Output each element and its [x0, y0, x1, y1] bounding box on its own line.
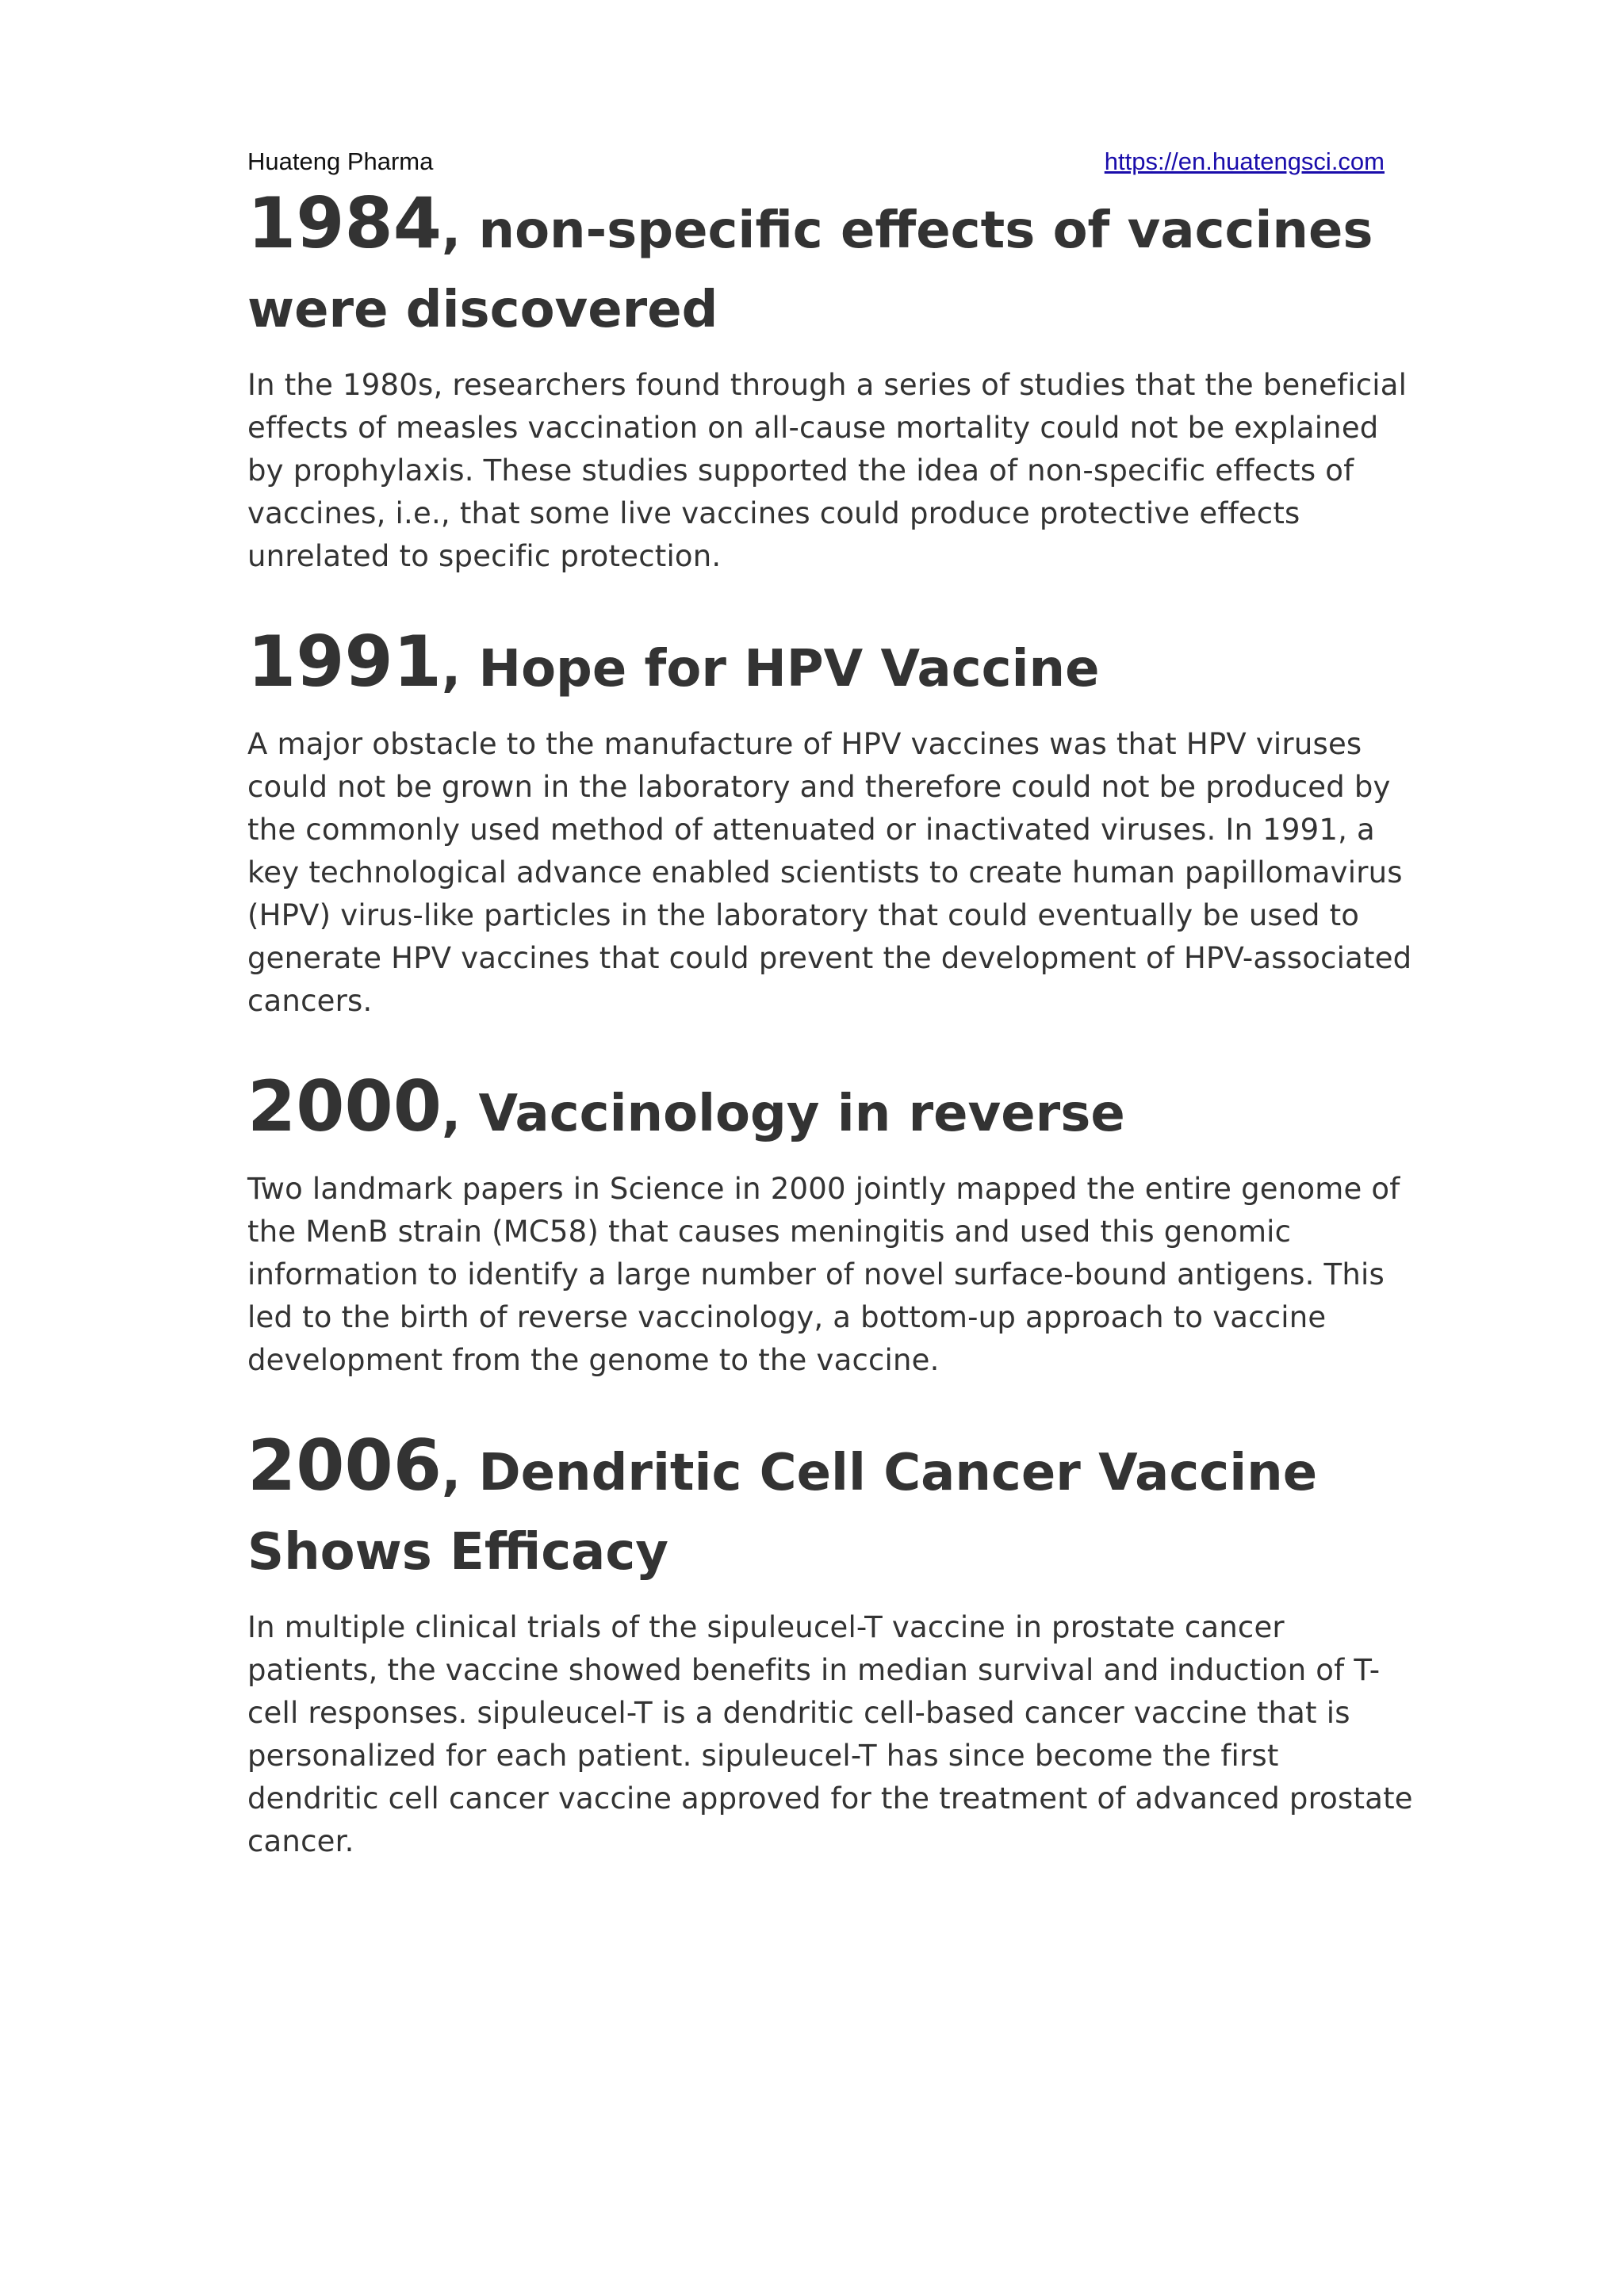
section-heading — [247, 622, 1413, 709]
section-title: , Hope for HPV Vaccine — [441, 640, 1100, 698]
section-heading — [247, 1426, 1413, 1592]
document-page — [247, 147, 1413, 1908]
section-title: , Dendritic Cell Cancer Vaccine Shows Efficacy — [247, 1444, 1318, 1582]
section-heading — [247, 184, 1413, 350]
section-1984 — [247, 184, 1413, 578]
section-heading — [247, 1067, 1413, 1154]
section-body: In the 1980s, researchers found through a series of studies that the beneficial effects of measles vaccination on all-cause mortality could not be explained by prophylaxis. These studies supported the idea of non-specific effects of vaccines, i.e., that some live vaccines could produce protective effects unrelated to specific protection. — [247, 368, 1408, 573]
section-year: 2006 — [247, 1425, 442, 1506]
section-1991 — [247, 622, 1413, 1023]
section-body: In multiple clinical trials of the sipuleucel-T vaccine in prostate cancer patients, the vaccine showed benefits in median survival and induction of T-cell responses. sipuleucel-T is a dendritic cell-based cancer vaccine that is personalized for each patient. sipuleucel-T has since become the first dendritic cell cancer vaccine approved for the treatment of advanced prostate cancer. — [247, 1610, 1413, 1858]
section-body: A major obstacle to the manufacture of HPV vaccines was that HPV viruses could not be grown in the laboratory and therefore could not be produced by the commonly used method of attenuated or inactivated viruses. In 1991, a key technological advance enabled scientists to create human papillomavirus (HPV) virus-like particles in the laboratory that could eventually be used to generate HPV vaccines that could prevent the development of HPV-associated cancers. — [247, 727, 1412, 1018]
section-year: 1991 — [247, 621, 442, 702]
section-year: 2000 — [247, 1066, 442, 1147]
section-title: , non-specific effects of vaccines were discovered — [247, 201, 1373, 339]
section-2006 — [247, 1426, 1413, 1863]
page-header — [247, 147, 1413, 184]
company-name: Huateng Pharma — [247, 147, 434, 175]
section-2000 — [247, 1067, 1413, 1382]
section-year: 1984 — [247, 182, 442, 264]
section-body: Two landmark papers in Science in 2000 jointly mapped the entire genome of the MenB strain (MC58) that causes meningitis and used this genomic information to identify a large number of novel surface-bound antigens. This led to the birth of reverse vaccinology, a bottom-up approach to vaccine development from the genome to the vaccine. — [247, 1172, 1400, 1377]
section-title: , Vaccinology in reverse — [441, 1085, 1125, 1143]
website-link[interactable]: https://en.huatengsci.com — [1104, 147, 1385, 175]
